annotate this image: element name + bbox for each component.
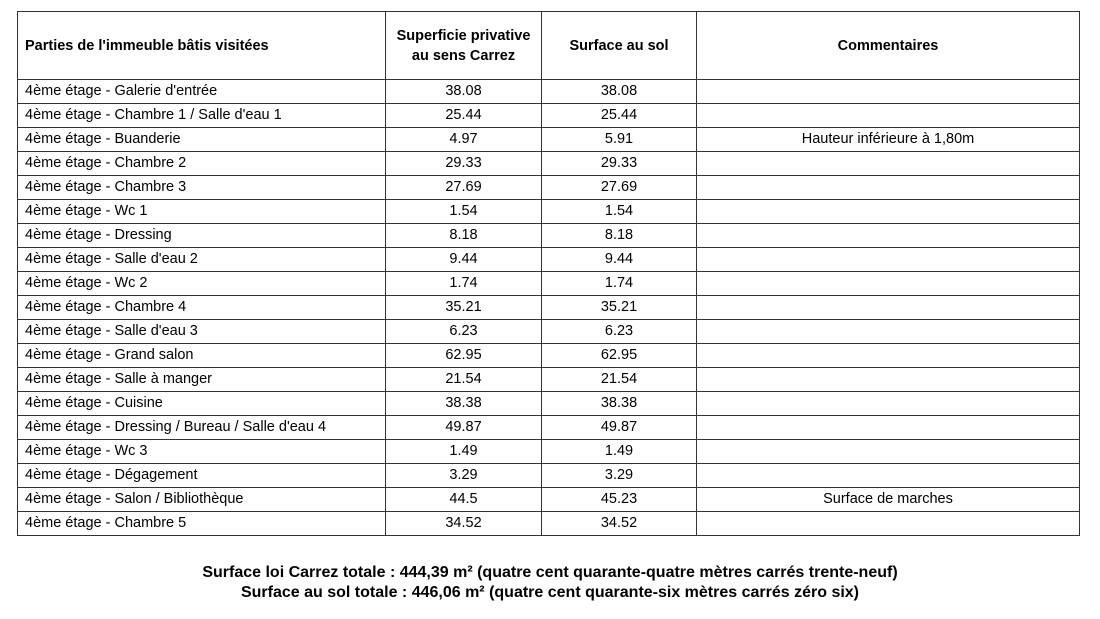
- cell-comment: [697, 248, 1080, 272]
- cell-carrez: 8.18: [386, 224, 542, 248]
- table-row: [18, 512, 1080, 536]
- cell-comment: [697, 152, 1080, 176]
- cell-part: 4ème étage - Dégagement: [18, 464, 386, 488]
- cell-carrez: 49.87: [386, 416, 542, 440]
- cell-comment: [697, 320, 1080, 344]
- cell-surface-sol: 62.95: [542, 344, 697, 368]
- table-row: [18, 416, 1080, 440]
- cell-carrez: 29.33: [386, 152, 542, 176]
- cell-comment: Surface de marches: [697, 488, 1080, 512]
- cell-part: 4ème étage - Chambre 3: [18, 176, 386, 200]
- cell-part: 4ème étage - Chambre 1 / Salle d'eau 1: [18, 104, 386, 128]
- cell-carrez: 9.44: [386, 248, 542, 272]
- cell-comment: [697, 272, 1080, 296]
- cell-comment: [697, 392, 1080, 416]
- cell-surface-sol: 35.21: [542, 296, 697, 320]
- cell-part: 4ème étage - Salle d'eau 2: [18, 248, 386, 272]
- cell-carrez: 27.69: [386, 176, 542, 200]
- cell-surface-sol: 1.49: [542, 440, 697, 464]
- cell-surface-sol: 3.29: [542, 464, 697, 488]
- cell-carrez: 1.54: [386, 200, 542, 224]
- cell-part: 4ème étage - Wc 3: [18, 440, 386, 464]
- header-parts: Parties de l'immeuble bâtis visitées: [18, 12, 386, 80]
- cell-comment: [697, 440, 1080, 464]
- header-surface-sol: Surface au sol: [542, 12, 697, 80]
- cell-surface-sol: 1.54: [542, 200, 697, 224]
- table-row: [18, 296, 1080, 320]
- table-row: [18, 80, 1080, 104]
- total-surface-sol: Surface au sol totale : 446,06 m² (quatre cent quarante-six mètres carrés zéro six): [240, 584, 860, 601]
- table-row: [18, 176, 1080, 200]
- cell-part: 4ème étage - Chambre 2: [18, 152, 386, 176]
- cell-part: 4ème étage - Galerie d'entrée: [18, 80, 386, 104]
- cell-part: 4ème étage - Cuisine: [18, 392, 386, 416]
- table-row: [18, 392, 1080, 416]
- cell-surface-sol: 34.52: [542, 512, 697, 536]
- cell-carrez: 3.29: [386, 464, 542, 488]
- cell-comment: [697, 512, 1080, 536]
- table-row: [18, 344, 1080, 368]
- cell-surface-sol: 8.18: [542, 224, 697, 248]
- cell-part: 4ème étage - Chambre 4: [18, 296, 386, 320]
- cell-carrez: 25.44: [386, 104, 542, 128]
- cell-carrez: 62.95: [386, 344, 542, 368]
- cell-surface-sol: 38.38: [542, 392, 697, 416]
- cell-comment: [697, 368, 1080, 392]
- header-carrez: Superficie privative au sens Carrez: [386, 12, 542, 80]
- cell-comment: [697, 104, 1080, 128]
- table-row: [18, 320, 1080, 344]
- table-header-row: [18, 12, 1080, 80]
- table-row: [18, 488, 1080, 512]
- surface-table: [17, 11, 1080, 536]
- cell-part: 4ème étage - Wc 1: [18, 200, 386, 224]
- cell-surface-sol: 29.33: [542, 152, 697, 176]
- cell-comment: [697, 80, 1080, 104]
- table-row: [18, 272, 1080, 296]
- cell-carrez: 34.52: [386, 512, 542, 536]
- cell-carrez: 44.5: [386, 488, 542, 512]
- cell-surface-sol: 1.74: [542, 272, 697, 296]
- cell-part: 4ème étage - Salle d'eau 3: [18, 320, 386, 344]
- cell-comment: [697, 464, 1080, 488]
- cell-carrez: 4.97: [386, 128, 542, 152]
- cell-surface-sol: 38.08: [542, 80, 697, 104]
- totals-block: [0, 563, 1100, 603]
- cell-surface-sol: 5.91: [542, 128, 697, 152]
- cell-carrez: 1.74: [386, 272, 542, 296]
- table-row: [18, 200, 1080, 224]
- cell-part: 4ème étage - Buanderie: [18, 128, 386, 152]
- cell-surface-sol: 27.69: [542, 176, 697, 200]
- header-comments: Commentaires: [697, 12, 1080, 80]
- cell-part: 4ème étage - Wc 2: [18, 272, 386, 296]
- table-row: [18, 128, 1080, 152]
- cell-carrez: 38.08: [386, 80, 542, 104]
- cell-surface-sol: 45.23: [542, 488, 697, 512]
- cell-comment: [697, 296, 1080, 320]
- cell-carrez: 38.38: [386, 392, 542, 416]
- table-row: [18, 224, 1080, 248]
- cell-surface-sol: 21.54: [542, 368, 697, 392]
- cell-comment: [697, 416, 1080, 440]
- cell-part: 4ème étage - Grand salon: [18, 344, 386, 368]
- cell-part: 4ème étage - Dressing / Bureau / Salle d'eau 4: [18, 416, 386, 440]
- total-carrez: Surface loi Carrez totale : 444,39 m² (quatre cent quarante-quatre mètres carrés trente-neuf): [202, 564, 898, 581]
- cell-part: 4ème étage - Dressing: [18, 224, 386, 248]
- cell-carrez: 6.23: [386, 320, 542, 344]
- cell-part: 4ème étage - Salon / Bibliothèque: [18, 488, 386, 512]
- cell-surface-sol: 25.44: [542, 104, 697, 128]
- cell-surface-sol: 6.23: [542, 320, 697, 344]
- cell-comment: [697, 200, 1080, 224]
- cell-surface-sol: 49.87: [542, 416, 697, 440]
- cell-surface-sol: 9.44: [542, 248, 697, 272]
- surface-table-container: [17, 11, 1079, 536]
- table-row: [18, 104, 1080, 128]
- table-row: [18, 248, 1080, 272]
- table-row: [18, 464, 1080, 488]
- cell-part: 4ème étage - Salle à manger: [18, 368, 386, 392]
- table-row: [18, 368, 1080, 392]
- cell-carrez: 35.21: [386, 296, 542, 320]
- table-row: [18, 152, 1080, 176]
- table-row: [18, 440, 1080, 464]
- cell-carrez: 1.49: [386, 440, 542, 464]
- cell-comment: [697, 176, 1080, 200]
- cell-comment: [697, 224, 1080, 248]
- cell-comment: [697, 344, 1080, 368]
- table-body: [18, 80, 1080, 536]
- cell-comment: Hauteur inférieure à 1,80m: [697, 128, 1080, 152]
- cell-part: 4ème étage - Chambre 5: [18, 512, 386, 536]
- cell-carrez: 21.54: [386, 368, 542, 392]
